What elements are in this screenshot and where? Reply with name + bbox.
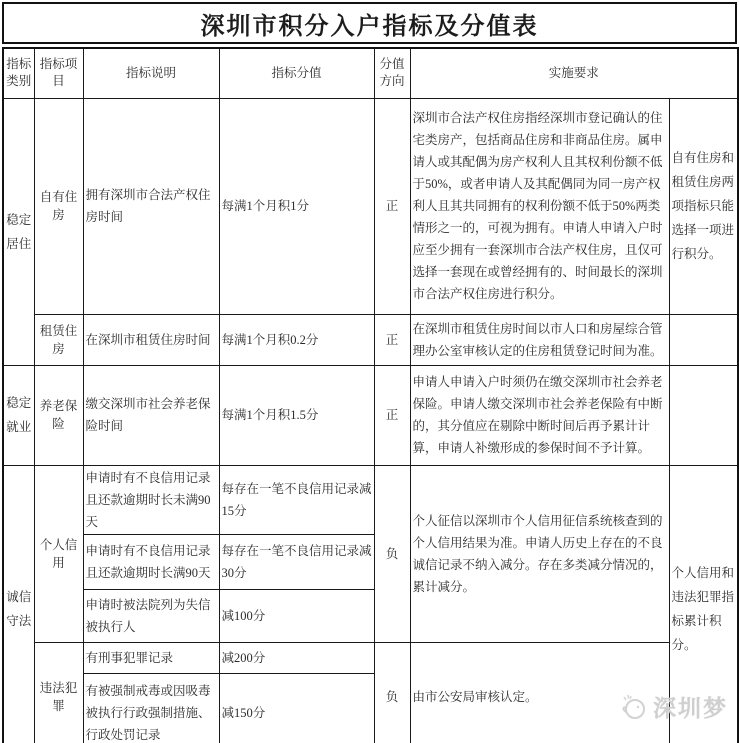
table-row bbox=[3, 314, 738, 365]
cell-direction-crime: 负 bbox=[374, 642, 410, 743]
cell-desc-pension: 缴交深圳市社会养老保险时间 bbox=[83, 365, 219, 465]
table-row bbox=[3, 365, 738, 465]
header-score: 指标分值 bbox=[219, 48, 374, 98]
table-title-text: 深圳市积分入户指标及分值表 bbox=[200, 13, 539, 40]
page bbox=[2, 2, 737, 743]
cell-item-credit: 个人信用 bbox=[34, 465, 83, 642]
table-title bbox=[2, 2, 737, 44]
watermark-text: 深圳梦 bbox=[653, 695, 728, 721]
cell-direction-rental-housing: 正 bbox=[374, 314, 410, 365]
cell-note-empty-rental bbox=[669, 314, 738, 365]
cell-note-integrity: 个人信用和违法犯罪指标累计积分。 bbox=[669, 465, 738, 743]
cell-category-employment: 稳定就业 bbox=[3, 365, 34, 465]
cell-item-pension: 养老保险 bbox=[34, 365, 83, 465]
cell-direction-pension: 正 bbox=[374, 365, 410, 465]
cell-requirement-crime: 由市公安局审核认定。 bbox=[410, 642, 669, 743]
cell-note-housing: 自有住房和租赁住房两项指标只能选择一项进行积分。 bbox=[669, 98, 738, 314]
header-requirement: 实施要求 bbox=[410, 48, 738, 98]
cell-desc-credit-ge90: 申请时有不良信用记录且还款逾期时长满90天 bbox=[83, 534, 219, 589]
table-header-row bbox=[3, 48, 738, 98]
cell-direction-credit: 负 bbox=[374, 465, 410, 642]
cell-score-rental-housing: 每满1个月积0.2分 bbox=[219, 314, 374, 365]
table-row bbox=[3, 465, 738, 534]
cell-item-own-housing: 自有住房 bbox=[34, 98, 83, 314]
points-table bbox=[2, 47, 739, 743]
cell-score-credit-ge90: 每存在一笔不良信用记录减30分 bbox=[219, 534, 374, 589]
cell-requirement-pension: 申请人申请入户时须仍在缴交深圳市社会养老保险。申请人缴交深圳市社会养老保险有中断的，其分值应在剔除中断时间后再予累计计算，申请人补缴形成的参保时间不予计算。 bbox=[410, 365, 669, 465]
cell-item-rental-housing: 租赁住房 bbox=[34, 314, 83, 365]
cell-desc-crime-criminal: 有刑事犯罪记录 bbox=[83, 642, 219, 673]
cell-score-crime-criminal: 减200分 bbox=[219, 642, 374, 673]
header-direction: 分值方向 bbox=[374, 48, 410, 98]
cell-score-credit-lt90: 每存在一笔不良信用记录减15分 bbox=[219, 465, 374, 534]
cell-desc-credit-dishonest: 申请时被法院列为失信被执行人 bbox=[83, 589, 219, 642]
cell-requirement-credit: 个人征信以深圳市个人信用征信系统核查到的个人信用结果为准。申请人历史上存在的不良诚信记录不纳入减分。存在多类减分情况的，累计减分。 bbox=[410, 465, 669, 642]
cell-note-empty-pension bbox=[669, 365, 738, 465]
cell-item-crime: 违法犯罪 bbox=[34, 642, 83, 743]
table-row bbox=[3, 98, 738, 314]
header-item: 指标项目 bbox=[34, 48, 83, 98]
cell-score-crime-drug: 减150分 bbox=[219, 673, 374, 743]
cell-category-residence: 稳定居住 bbox=[3, 98, 34, 365]
cell-direction-own-housing: 正 bbox=[374, 98, 410, 314]
cell-desc-credit-lt90: 申请时有不良信用记录且还款逾期时长未满90天 bbox=[83, 465, 219, 534]
header-category: 指标类别 bbox=[3, 48, 34, 98]
header-description: 指标说明 bbox=[83, 48, 219, 98]
cell-requirement-own-housing: 深圳市合法产权住房指经深圳市登记确认的住宅类房产，包括商品住房和非商品住房。属申请人或其配偶为房产权利人且其权利份额不低于50%，或者申请人及其配偶同为同一房产权利人且其共同拥有的权利份额不低于50%两类情形之一的，可视为拥有。申请人申请入户时应至少拥有一套深圳市合法产权住房，且仅可选择一套现在或曾经拥有的、时间最长的深圳市合法产权住房进行积分。 bbox=[410, 98, 669, 314]
cell-category-integrity: 诚信守法 bbox=[3, 465, 34, 743]
cell-score-pension: 每满1个月积1.5分 bbox=[219, 365, 374, 465]
cell-score-credit-dishonest: 减100分 bbox=[219, 589, 374, 642]
cell-desc-own-housing: 拥有深圳市合法产权住房时间 bbox=[83, 98, 219, 314]
cell-requirement-rental-housing: 在深圳市租赁住房时间以市人口和房屋综合管理办公室审核认定的住房租赁登记时间为准。 bbox=[410, 314, 669, 365]
cell-desc-rental-housing: 在深圳市租赁住房时间 bbox=[83, 314, 219, 365]
table-row bbox=[3, 642, 738, 673]
cell-desc-crime-drug: 有被强制戒毒或因吸毒被执行行政强制措施、行政处罚记录 bbox=[83, 673, 219, 743]
cell-score-own-housing: 每满1个月积1分 bbox=[219, 98, 374, 314]
